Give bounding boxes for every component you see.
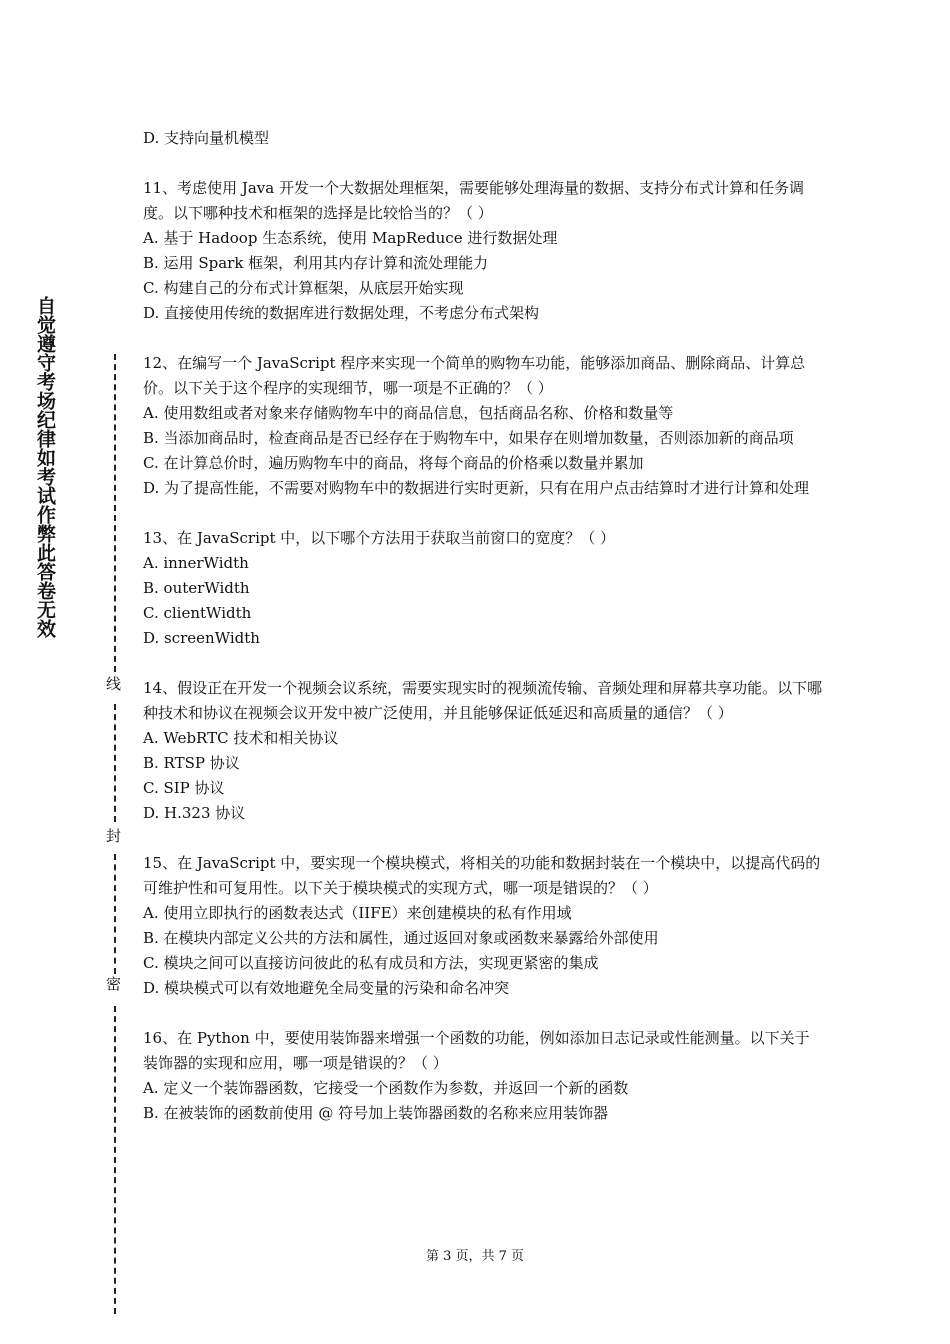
option-a: A. WebRTC 技术和相关协议 <box>143 729 339 747</box>
question-block-13 <box>143 526 823 651</box>
option-a: A. 使用数组或者对象来存储购物车中的商品信息，包括商品名称、价格和数量等 <box>143 404 674 422</box>
binding-word-line: 线 <box>104 676 122 691</box>
option-c: C. 模块之间可以直接访问彼此的私有成员和方法，实现更紧密的集成 <box>143 954 599 972</box>
question-block-14 <box>143 676 823 826</box>
option-b: B. RTSP 协议 <box>143 754 240 772</box>
option-d: D. screenWidth <box>143 629 260 647</box>
option-d: D. 支持向量机模型 <box>143 129 270 147</box>
question-block-16 <box>143 1026 823 1126</box>
option-b: B. 在被装饰的函数前使用 @ 符号加上装饰器函数的名称来应用装饰器 <box>143 1104 609 1122</box>
option-d: D. 模块模式可以有效地避免全局变量的污染和命名冲突 <box>143 979 510 997</box>
option-c: C. 在计算总价时，遍历购物车中的商品，将每个商品的价格乘以数量并累加 <box>143 454 644 472</box>
binding-word-seal: 封 <box>104 828 122 843</box>
option-b: B. outerWidth <box>143 579 250 597</box>
option-b: B. 当添加商品时，检查商品是否已经存在于购物车中，如果存在则增加数量，否则添加新的商品项 <box>143 429 794 447</box>
option-d: D. H.323 协议 <box>143 804 246 822</box>
question-content <box>143 126 823 1151</box>
option-a: A. 使用立即执行的函数表达式（IIFE）来创建模块的私有作用域 <box>143 904 572 922</box>
option-b: B. 在模块内部定义公共的方法和属性，通过返回对象或函数来暴露给外部使用 <box>143 929 659 947</box>
option-c: C. clientWidth <box>143 604 252 622</box>
option-a: A. 基于 Hadoop 生态系统，使用 MapReduce 进行数据处理 <box>143 229 558 247</box>
page-footer: 第 3 页，共 7 页 <box>425 1249 525 1264</box>
question-stem: 13、在 JavaScript 中，以下哪个方法用于获取当前窗口的宽度？（ ） <box>143 529 616 547</box>
question-block-10-tail <box>143 126 823 151</box>
option-a: A. 定义一个装饰器函数，它接受一个函数作为参数，并返回一个新的函数 <box>143 1079 629 1097</box>
question-stem: 11、考虑使用 Java 开发一个大数据处理框架，需要能够处理海量的数据、支持分布式计算和任务调度。以下哪种技术和框架的选择是比较恰当的？（ ） <box>143 179 805 222</box>
option-b: B. 运用 Spark 框架，利用其内存计算和流处理能力 <box>143 254 489 272</box>
question-stem: 14、假设正在开发一个视频会议系统，需要实现实时的视频流传输、音频处理和屏幕共享功能。以下哪种技术和协议在视频会议开发中被广泛使用，并且能够保证低延迟和高质量的通信？（ ） <box>143 679 823 722</box>
exam-discipline-notice: 自觉遵守考场纪律如考试作弊此答卷无效 <box>34 296 56 638</box>
option-a: A. innerWidth <box>143 554 249 572</box>
option-c: C. SIP 协议 <box>143 779 225 797</box>
option-d: D. 为了提高性能，不需要对购物车中的数据进行实时更新，只有在用户点击结算时才进行计算和处理 <box>143 479 810 497</box>
question-block-12 <box>143 351 823 501</box>
question-stem: 15、在 JavaScript 中，要实现一个模块模式，将相关的功能和数据封装在一个模块中，以提高代码的可维护性和可复用性。以下关于模块模式的实现方式，哪一项是错误的？（ ） <box>143 854 821 897</box>
option-d: D. 直接使用传统的数据库进行数据处理，不考虑分布式架构 <box>143 304 540 322</box>
binding-word-secret: 密 <box>104 976 122 991</box>
question-block-11 <box>143 176 823 326</box>
option-c: C. 构建自己的分布式计算框架，从底层开始实现 <box>143 279 464 297</box>
question-block-15 <box>143 851 823 1001</box>
question-stem: 12、在编写一个 JavaScript 程序来实现一个简单的购物车功能，能够添加商品、删除商品、计算总价。以下关于这个程序的实现细节，哪一项是不正确的？（ ） <box>143 354 806 397</box>
question-stem: 16、在 Python 中，要使用装饰器来增强一个函数的功能，例如添加日志记录或性能测量。以下关于装饰器的实现和应用，哪一项是错误的？（ ） <box>143 1029 810 1072</box>
